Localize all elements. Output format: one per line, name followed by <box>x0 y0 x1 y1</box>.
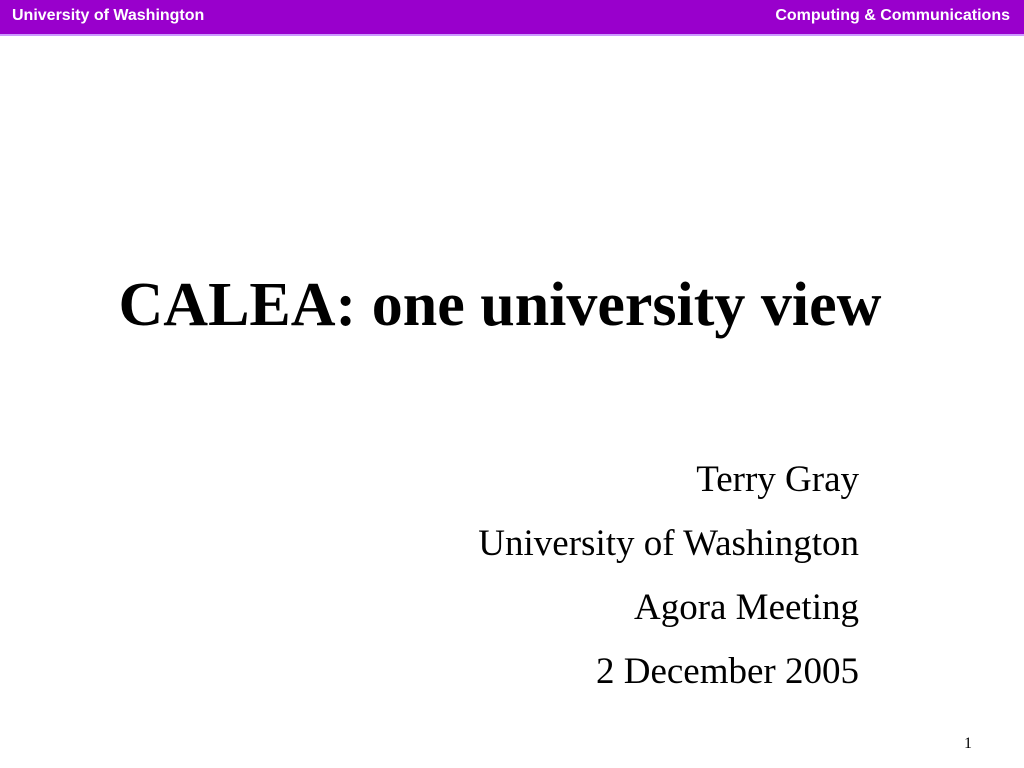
event-date: 2 December 2005 <box>595 651 859 692</box>
header-bar <box>0 0 1024 36</box>
header-department: Computing & Communications <box>775 7 1010 24</box>
event-name: Agora Meeting <box>633 587 859 628</box>
slide-title: CALEA: one university view <box>118 271 882 339</box>
slide-subtitle <box>478 448 859 704</box>
page-number: 1 <box>964 735 972 752</box>
header-organization: University of Washington <box>12 7 205 24</box>
presenter-name: Terry Gray <box>696 459 859 500</box>
presenter-affiliation: University of Washington <box>478 523 859 564</box>
